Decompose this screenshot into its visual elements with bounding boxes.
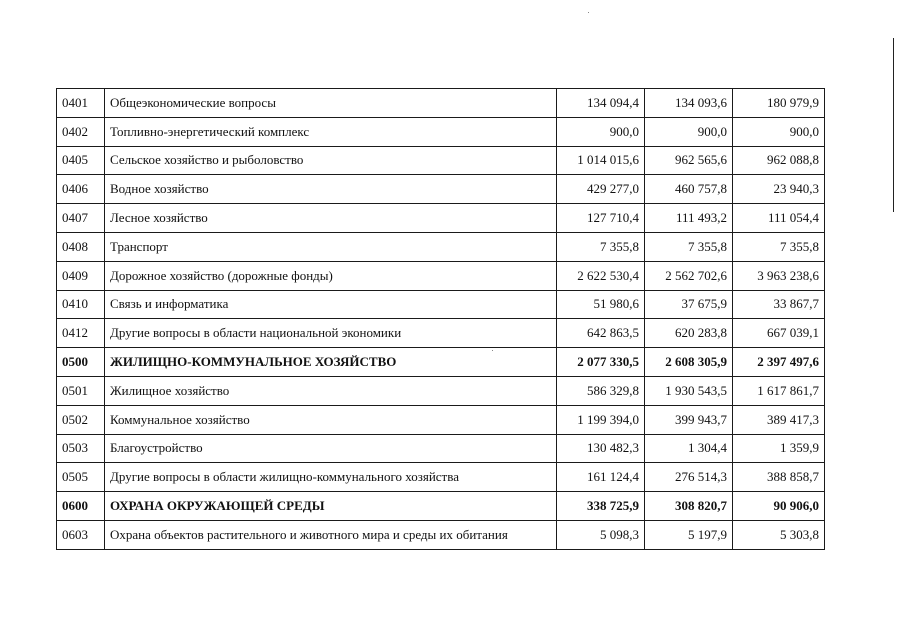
row-value-2: 1 930 543,5 [645,376,733,405]
budget-table-body [57,89,825,550]
table-row [57,376,825,405]
row-name: Благоустройство [105,434,557,463]
row-name: ЖИЛИЩНО-КОММУНАЛЬНОЕ ХОЗЯЙСТВО [105,348,557,377]
table-row [57,89,825,118]
row-value-1: 2 622 530,4 [557,261,645,290]
row-name: Лесное хозяйство [105,204,557,233]
row-value-2: 399 943,7 [645,405,733,434]
table-row [57,117,825,146]
row-name: Водное хозяйство [105,175,557,204]
row-value-2: 276 514,3 [645,463,733,492]
row-value-1: 900,0 [557,117,645,146]
row-value-3: 180 979,9 [733,89,825,118]
row-name: Общеэкономические вопросы [105,89,557,118]
row-code: 0603 [57,520,105,549]
row-value-2: 2 608 305,9 [645,348,733,377]
row-value-3: 667 039,1 [733,319,825,348]
row-value-1: 127 710,4 [557,204,645,233]
row-value-3: 3 963 238,6 [733,261,825,290]
row-value-1: 130 482,3 [557,434,645,463]
row-value-2: 7 355,8 [645,232,733,261]
row-value-3: 7 355,8 [733,232,825,261]
row-code: 0500 [57,348,105,377]
row-value-3: 1 359,9 [733,434,825,463]
row-name: Жилищное хозяйство [105,376,557,405]
row-name: Транспорт [105,232,557,261]
row-value-1: 134 094,4 [557,89,645,118]
row-value-1: 338 725,9 [557,492,645,521]
row-name: Другие вопросы в области национальной экономики [105,319,557,348]
row-code: 0409 [57,261,105,290]
row-value-1: 7 355,8 [557,232,645,261]
row-value-2: 5 197,9 [645,520,733,549]
table-row [57,434,825,463]
row-value-3: 389 417,3 [733,405,825,434]
table-row [57,204,825,233]
row-code: 0406 [57,175,105,204]
table-row [57,405,825,434]
row-value-2: 308 820,7 [645,492,733,521]
row-code: 0503 [57,434,105,463]
row-value-2: 2 562 702,6 [645,261,733,290]
table-row [57,261,825,290]
table-row [57,319,825,348]
row-value-1: 51 980,6 [557,290,645,319]
scan-speck [588,12,589,13]
budget-table [56,88,825,550]
row-value-1: 5 098,3 [557,520,645,549]
row-name: Связь и информатика [105,290,557,319]
row-value-3: 111 054,4 [733,204,825,233]
row-value-3: 900,0 [733,117,825,146]
row-name: Дорожное хозяйство (дорожные фонды) [105,261,557,290]
row-name: Коммунальное хозяйство [105,405,557,434]
row-value-1: 586 329,8 [557,376,645,405]
row-value-2: 962 565,6 [645,146,733,175]
row-name: ОХРАНА ОКРУЖАЮЩЕЙ СРЕДЫ [105,492,557,521]
row-value-3: 388 858,7 [733,463,825,492]
row-value-2: 460 757,8 [645,175,733,204]
row-code: 0412 [57,319,105,348]
row-name: Топливно-энергетический комплекс [105,117,557,146]
row-code: 0407 [57,204,105,233]
row-value-1: 1 199 394,0 [557,405,645,434]
row-value-3: 1 617 861,7 [733,376,825,405]
row-value-3: 23 940,3 [733,175,825,204]
row-value-1: 429 277,0 [557,175,645,204]
row-value-2: 900,0 [645,117,733,146]
table-row [57,492,825,521]
table-row [57,290,825,319]
row-name: Другие вопросы в области жилищно-коммунального хозяйства [105,463,557,492]
row-code: 0402 [57,117,105,146]
row-value-1: 2 077 330,5 [557,348,645,377]
row-code: 0502 [57,405,105,434]
table-row [57,175,825,204]
row-code: 0505 [57,463,105,492]
row-value-1: 161 124,4 [557,463,645,492]
row-value-2: 37 675,9 [645,290,733,319]
row-code: 0410 [57,290,105,319]
row-value-3: 33 867,7 [733,290,825,319]
row-code: 0405 [57,146,105,175]
row-value-3: 5 303,8 [733,520,825,549]
row-code: 0408 [57,232,105,261]
row-code: 0600 [57,492,105,521]
row-value-2: 1 304,4 [645,434,733,463]
row-value-3: 90 906,0 [733,492,825,521]
row-code: 0501 [57,376,105,405]
table-row [57,463,825,492]
table-row [57,348,825,377]
table-row [57,520,825,549]
row-name: Сельское хозяйство и рыболовство [105,146,557,175]
row-value-1: 1 014 015,6 [557,146,645,175]
row-code: 0401 [57,89,105,118]
row-value-2: 620 283,8 [645,319,733,348]
table-row [57,146,825,175]
row-value-3: 962 088,8 [733,146,825,175]
row-value-2: 111 493,2 [645,204,733,233]
page-edge-line [893,38,894,212]
table-row [57,232,825,261]
row-value-1: 642 863,5 [557,319,645,348]
row-value-2: 134 093,6 [645,89,733,118]
row-name: Охрана объектов растительного и животного мира и среды их обитания [105,520,557,549]
row-value-3: 2 397 497,6 [733,348,825,377]
